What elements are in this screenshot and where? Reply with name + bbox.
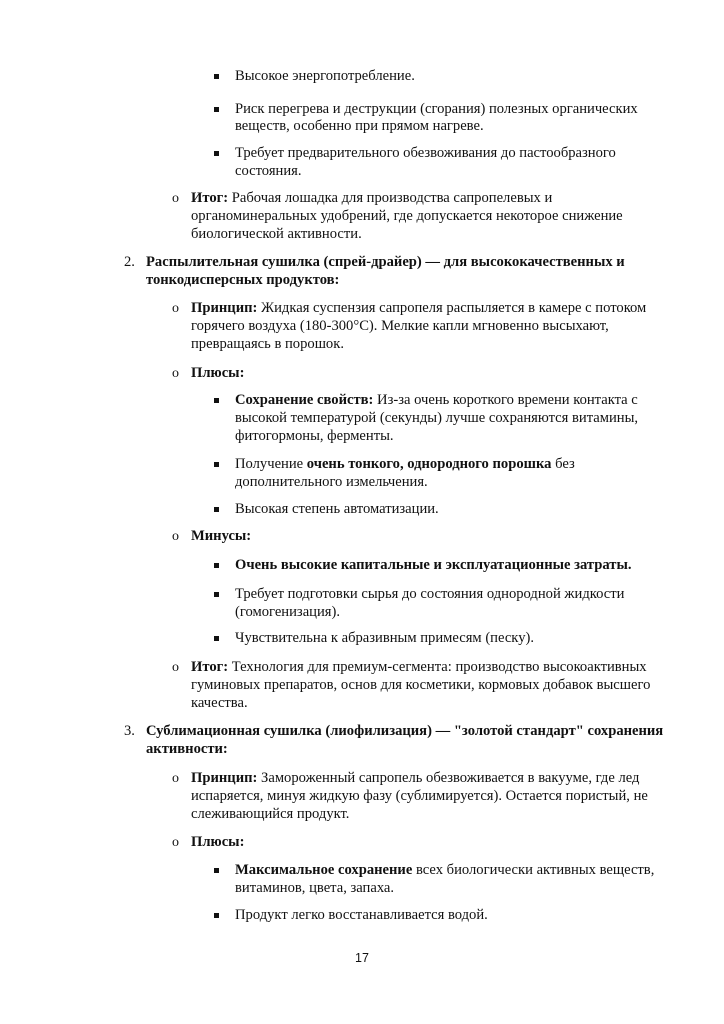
list-item-bold: Очень высокие капитальные и эксплуатационные затраты. [235, 557, 632, 573]
list-item-bold: Максимальное сохранение [235, 862, 413, 878]
pros-heading [191, 833, 244, 852]
principle-text: Замороженный сапропель обезвоживается в вакууме, где лед [261, 770, 640, 786]
cons-heading [191, 527, 251, 546]
list-item-text: высокой температурой (секунды) лучше сохраняются витамины, [235, 410, 639, 426]
summary-label: Итог: [191, 190, 229, 206]
principle-text: испаряется, минуя жидкую фазу (сублимируется). Остается пористый, не [191, 788, 648, 804]
list-item-text [235, 556, 632, 575]
list-item-text: Высокая степень автоматизации. [235, 501, 439, 517]
list-item-text: Риск перегрева и деструкции (сгорания) полезных органических [235, 101, 638, 117]
list-item-plain: всех биологически активных веществ, [415, 862, 655, 878]
circle-bullet-icon: o [172, 191, 179, 206]
square-bullet-icon [214, 592, 219, 597]
pros-label: Плюсы: [191, 834, 245, 850]
square-bullet-icon [214, 74, 219, 79]
principle-text: горячего воздуха (180-300°C). Мелкие капли мгновенно высыхают, [191, 318, 609, 334]
circle-bullet-icon: o [172, 660, 179, 675]
list-item-plain: Из-за очень короткого времени контакта с [377, 392, 638, 408]
cons-label: Минусы: [191, 528, 252, 544]
list-item-text [235, 455, 575, 474]
list-item-bold: очень тонкого, однородного порошка [306, 456, 552, 472]
summary-line [191, 189, 552, 208]
square-bullet-icon [214, 636, 219, 641]
list-item-text: дополнительного измельчения. [235, 474, 428, 490]
section-title [146, 253, 625, 272]
square-bullet-icon [214, 868, 219, 873]
list-item-text: (гомогенизация). [235, 604, 341, 620]
list-item-text: Высокое энергопотребление. [235, 68, 415, 84]
square-bullet-icon [214, 398, 219, 403]
summary-text: Рабочая лошадка для производства сапропелевых и [231, 190, 553, 206]
principle-line [191, 299, 646, 318]
list-item-plain: Получение [235, 456, 304, 472]
list-item-text: Чувствительна к абразивным примесям (песку). [235, 630, 534, 646]
section-title-line: активности: [146, 741, 228, 757]
pros-heading [191, 364, 244, 383]
principle-text: Жидкая суспензия сапропеля распыляется в камере с потоком [261, 300, 647, 316]
square-bullet-icon [214, 462, 219, 467]
circle-bullet-icon: o [172, 301, 179, 316]
section-number: 2. [124, 254, 135, 270]
list-item-plain: без [555, 456, 575, 472]
section-title-line: Распылительная сушилка (спрей-драйер) — для высококачественных и [146, 254, 625, 270]
section-title-line: тонкодисперсных продуктов: [146, 272, 340, 288]
page-number: 17 [355, 951, 369, 965]
section-number: 3. [124, 723, 135, 739]
summary-text: Технология для премиум-сегмента: производство высокоактивных [231, 659, 647, 675]
square-bullet-icon [214, 563, 219, 568]
list-item-text: состояния. [235, 163, 302, 179]
list-item-text: веществ, особенно при прямом нагреве. [235, 118, 484, 134]
circle-bullet-icon: o [172, 835, 179, 850]
list-item-bold: Сохранение свойств: [235, 392, 374, 408]
square-bullet-icon [214, 913, 219, 918]
list-item-text: Продукт легко восстанавливается водой. [235, 907, 488, 923]
principle-text: превращаясь в порошок. [191, 336, 344, 352]
section-title [146, 722, 663, 741]
square-bullet-icon [214, 151, 219, 156]
pros-label: Плюсы: [191, 365, 245, 381]
section-title [146, 271, 339, 290]
principle-text: слеживающийся продукт. [191, 806, 350, 822]
list-item-text: витаминов, цвета, запаха. [235, 880, 395, 896]
summary-text: гуминовых препаратов, основ для косметики, кормовых добавок высшего [191, 677, 651, 693]
section-title [146, 740, 228, 759]
list-item-text [235, 861, 654, 880]
circle-bullet-icon: o [172, 771, 179, 786]
principle-line [191, 769, 639, 788]
summary-text: биологической активности. [191, 226, 362, 242]
summary-text: качества. [191, 695, 248, 711]
section-title-line: Сублимационная сушилка (лиофилизация) — "золотой стандарт" сохранения [146, 723, 664, 739]
circle-bullet-icon: o [172, 529, 179, 544]
list-item-text: Требует подготовки сырья до состояния однородной жидкости [235, 586, 625, 602]
circle-bullet-icon: o [172, 366, 179, 381]
summary-label: Итог: [191, 659, 229, 675]
principle-label: Принцип: [191, 300, 258, 316]
list-item-text [235, 391, 638, 410]
summary-text: органоминеральных удобрений, где допускается некоторое снижение [191, 208, 623, 224]
list-item-text: Требует предварительного обезвоживания до пастообразного [235, 145, 616, 161]
square-bullet-icon [214, 107, 219, 112]
principle-label: Принцип: [191, 770, 258, 786]
summary-line [191, 658, 647, 677]
square-bullet-icon [214, 507, 219, 512]
list-item-text: фитогормоны, ферменты. [235, 428, 394, 444]
